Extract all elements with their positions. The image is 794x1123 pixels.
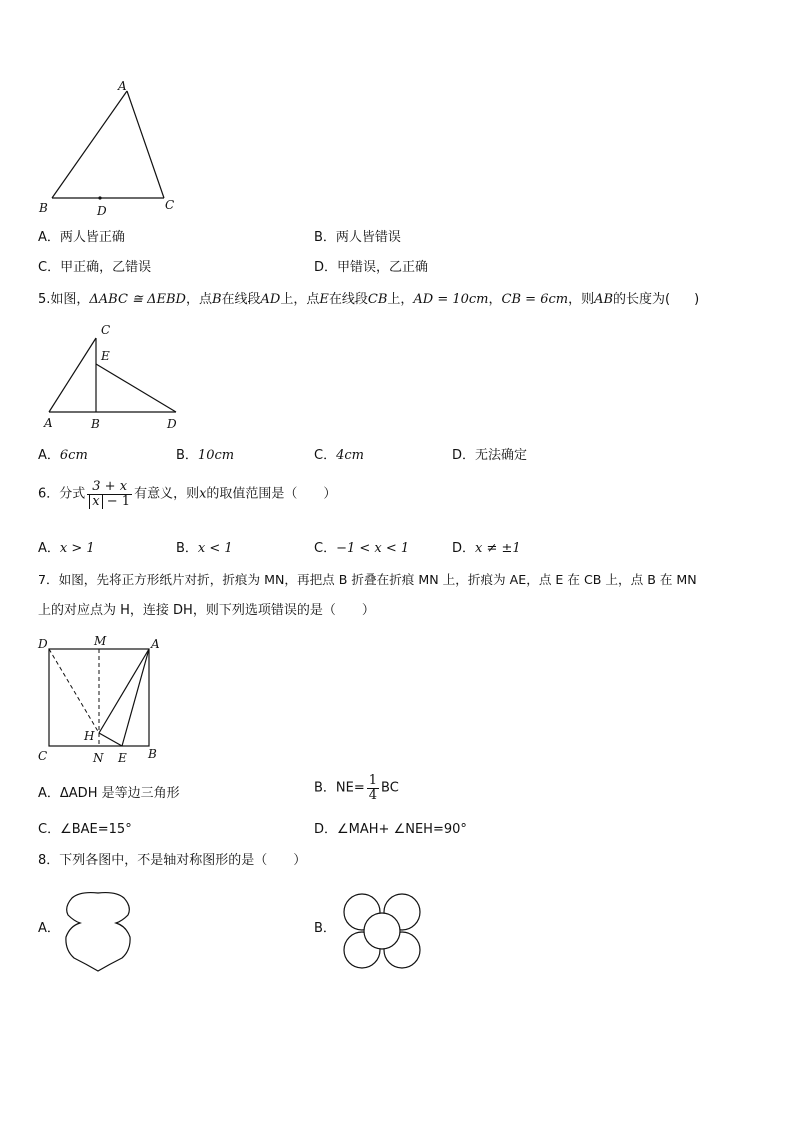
q7-option-suffix: BC: [381, 780, 399, 796]
q6-numerator: 3 + x: [87, 480, 132, 495]
q5-var: E: [319, 292, 329, 307]
q4-option-c[interactable]: C．甲正确，乙错误: [38, 260, 152, 275]
q7-stem-line2: 上的对应点为 H，连接 DH，则下列选项错误的是（ ）: [38, 603, 375, 618]
q5-text: 上，: [387, 292, 414, 307]
q7-label-d: D: [38, 637, 48, 651]
flower-center: [364, 913, 400, 949]
q7-fraction-denominator: 4: [368, 788, 378, 803]
q5-equation: CB = 6cm: [501, 292, 569, 307]
q5-var: B: [211, 292, 222, 307]
q5-equation: AD = 10cm: [413, 292, 489, 307]
q7-label-c: C: [38, 749, 48, 763]
q6-den-rest: − 1: [102, 494, 131, 509]
q6-option-prefix: B．: [176, 541, 198, 556]
q5-text: ，点: [185, 292, 212, 307]
q7-option-prefix: B．NE=: [314, 780, 365, 796]
q7-label-n: N: [93, 751, 104, 765]
q7-option-c[interactable]: C．∠BAE=15°: [38, 822, 132, 837]
q5-option-value: 10cm: [197, 448, 235, 463]
q6-option-value: x < 1: [197, 541, 233, 556]
q5-label-d: D: [167, 417, 177, 431]
q5-var: CB: [367, 292, 388, 307]
q5-prefix: 5.如图，: [38, 292, 90, 307]
q5-option-prefix: C．: [314, 448, 337, 463]
q6-prefix: 6．分式: [38, 486, 86, 502]
q5-text: ): [694, 292, 700, 307]
q8-option-a[interactable]: A．: [38, 921, 60, 936]
q5-option-prefix: B．: [176, 448, 198, 463]
q5-label-a: A: [44, 416, 53, 430]
q5-text: 上，点: [280, 292, 320, 307]
q5-option-value: 6cm: [59, 448, 88, 463]
q6-option-prefix: C．: [314, 541, 337, 556]
q4-label-b: B: [39, 201, 48, 215]
q5-congruence: ΔABC ≅ ΔEBD: [89, 292, 186, 307]
q6-option-value: x ≠ ±1: [475, 541, 521, 556]
q8-stem: 8．下列各图中，不是轴对称图形的是（ ）: [38, 853, 307, 868]
q6-option-prefix: A．: [38, 541, 60, 556]
q5-var: AB: [594, 292, 614, 307]
q5-text: 的长度为(: [613, 292, 671, 307]
q7-label-h: H: [84, 729, 95, 743]
q7-option-a[interactable]: A．ΔADH 是等边三角形: [38, 786, 180, 801]
q4-label-d: D: [97, 204, 107, 218]
q5-text: ，则: [568, 292, 595, 307]
q6-var: x: [199, 486, 207, 502]
q6-text: 有意义，则: [134, 486, 200, 502]
q5-text: ，: [488, 292, 502, 307]
q5-label-c: C: [101, 323, 111, 337]
q8-option-b[interactable]: B．: [314, 921, 336, 936]
q4-option-a[interactable]: A．两人皆正确: [38, 230, 125, 245]
q7-label-b: B: [148, 747, 157, 761]
q4-label-a: A: [118, 79, 127, 93]
q5-option-d[interactable]: D．无法确定: [452, 448, 528, 463]
q6-option-prefix: D．: [452, 541, 476, 556]
q4-option-b[interactable]: B．两人皆错误: [314, 230, 401, 245]
q7-stem-line1: 7．如图，先将正方形纸片对折，折痕为 MN，再把点 B 折叠在折痕 MN 上，折痕为 AE，点 E 在 CB 上，点 B 在 MN: [38, 572, 697, 587]
q7-label-m: M: [94, 634, 107, 648]
q4-option-d[interactable]: D．甲错误，乙正确: [314, 260, 429, 275]
q7-option-d[interactable]: D．∠MAH+ ∠NEH=90°: [314, 822, 467, 837]
q5-var: AD: [260, 292, 281, 307]
q5-label-e: E: [101, 349, 110, 363]
q6-text: 的取值范围是（ ）: [206, 486, 337, 502]
q7-fraction-numerator: 1: [368, 773, 378, 788]
q5-label-b: B: [91, 417, 100, 431]
q5-option-value: 4cm: [336, 448, 364, 463]
q7-label-a: A: [151, 637, 160, 651]
q4-label-c: C: [165, 198, 175, 212]
q5-text: 在线段: [221, 292, 261, 307]
q6-abs-value: x: [89, 494, 102, 509]
q5-option-prefix: A．: [38, 448, 60, 463]
q5-text: 在线段: [328, 292, 368, 307]
q7-label-e: E: [118, 751, 127, 765]
q6-option-value: −1 < x < 1: [336, 541, 410, 556]
q6-option-value: x > 1: [59, 541, 95, 556]
